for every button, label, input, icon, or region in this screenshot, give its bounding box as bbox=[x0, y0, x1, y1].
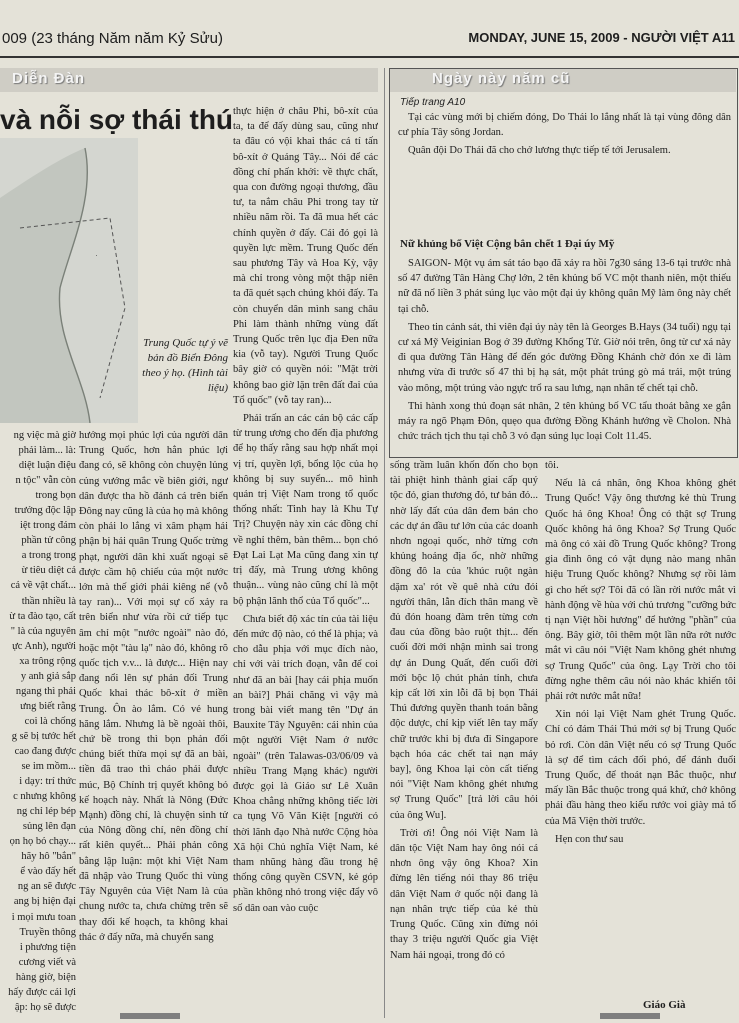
left-column-line: cương viết và bbox=[18, 956, 76, 968]
left-column-line: cả về vật chất... bbox=[10, 580, 76, 592]
col4-paragraph: Hẹn con thư sau bbox=[555, 833, 624, 845]
left-column-line: Truyền thông bbox=[19, 926, 76, 938]
left-column-line: phải làm... là: bbox=[18, 445, 76, 457]
col2-paragraph: Chưa biết độ xác tín của tài liệu đến mức độ nào, có thể là phịa; và cho dẫu phịa với mục đích nào, chỉ với vài trích đoạn, vẫn để coi như đã an bài [hay cái phịa muốn an bài?] Phải chăng vì vậy mà trong bài viết mang tên "Dự án Bauxite Tây Nguyên: cái nhìn của một người Việt Nam ở nước ngoài" (trên Talawas-03/06/09 và nhiều Trang Mạng khác) người được gọi là Giáo sư Lê Xuân Khoa chẳng những không tiếc lời ca tụng Võ Văn Kiệt [người có thời lãnh đạo Nhà nước Cộng hòa Xã hội Chủ nghĩa Việt Nam, kẻ tham nhũng hàng đầu trong hệ thống công quyền CSVN, kẻ góp phần không nhỏ trong việc đẩy vô số dân oan vào cuộc bbox=[233, 613, 378, 914]
column-4 bbox=[545, 458, 736, 996]
left-column-line: i mọi mưu toan bbox=[11, 911, 76, 923]
header-date-masthead: MONDAY, JUNE 15, 2009 - NGƯỜI VIỆT A11 bbox=[468, 30, 735, 45]
right-box-story bbox=[398, 256, 731, 452]
left-column-line: ực Anh), người bbox=[12, 640, 76, 652]
left-column-line: coi là chống bbox=[24, 715, 76, 727]
section-label-dien-dan: Diễn Đàn bbox=[12, 70, 86, 87]
col2-paragraph: Phải trấn an các cán bộ các cấp từ trung ương cho đến địa phương để họ thấy rằng sau hợp nhất mọi vị trí, quyền lợi, bổng lộc của họ không bị suy suyển... mô hình quản trị Việt Nam trong tổ quốc thống nhất: Tinh hay là Khu Tự Trị? Chuyện này xin các đồng chí về nghỉ thêm, bàn thêm... bọn chó Đạt Lai Lạt Ma cũng đang xin tự trị đấy, mà Trung ương không thuận... vùng nào cũng chỉ là một bộ phận lãnh thổ của Tổ quốc"... bbox=[233, 413, 378, 607]
left-column-line: trong bọn bbox=[35, 490, 76, 502]
left-column-line: ể vào đấy hết bbox=[20, 866, 76, 878]
col2-paragraph: thực hiện ở châu Phi, bô-xít của ta, ta để đấy dùng sau, cũng như ta đâu có vội khai thác cá tí tấn bô-xít ở Quảng Tây... Nói để các đồng chí phấn khởi: về thực chất, qua con đường ngoại thương, đầu tư, ta nắm châu Phi trong tay từ nhiều năm rồi. Ta đã mua hết các chính quyền ở đấy. Cái đó gọi là quyền lực mềm. Trung Quốc đến sau phương Tây và Hoa Kỳ, vậy mà chỉ trong vòng một thập niên ta đã quét sạch chúng khỏi đấy. Ta còn chuyển dân mình sang châu Phi làm thành những vùng đất Trung Quốc trên lục địa Đen nữa kia (vỗ tay). Người Trung Quốc bây giờ có quyền nói: "Mặt trời không bao giờ lặn trên đất đai của Tổ quốc" (vỗ tay ran)... bbox=[233, 106, 378, 406]
left-column-line: ưng biết rằng bbox=[20, 700, 76, 712]
left-column-line: diệt luận điệu bbox=[18, 460, 76, 472]
left-column-line: ừ tiêu diệt cả bbox=[21, 565, 76, 577]
left-column-line: " là của nguyên bbox=[10, 625, 76, 637]
left-column-line: ừ ta đào tạo, cất bbox=[9, 610, 76, 622]
left-column-line: hàng giờ, biện bbox=[15, 971, 76, 983]
left-column-line: trưởng độc lập bbox=[14, 505, 76, 517]
continued-note: Tiếp trang A10 bbox=[400, 97, 466, 108]
right-box-paragraph: Theo tin cảnh sát, thi viên đại úy này tên là Georges B.Hays (34 tuổi) ngụ tại cư xá Mỹ Veiginian Bog ở 39 đường Khổng Tử. Giờ nói trên, ông từ cư xá này đi qua đường Tân Hàng để đến góc đường Đồng Khánh chờ đón xe đi làm nhưng vừa đi trước số 47 thì bị hạ sát, một phát trúng gò má trái, một trúng vào mông, một trúng vào ngực trổ ra sau lưng, nạn nhân tế chết tại chỗ. bbox=[398, 321, 731, 394]
left-column-line: ng an sẽ được bbox=[17, 881, 76, 893]
col4-paragraph: Nếu là cá nhân, ông Khoa không ghét Trung Quốc! Vậy ông thương kẻ thù Trung Quốc hả ông Khoa! Ông có thật sợ Trung Quốc không hả ông Khoa? Sợ Trung Quốc mà ông có xài đồ Trung Quốc không? Trong gia đình ông có vật dụng nào mang nhãn hiệu Trung Quốc không? Nhưng sợ rồi làm gì cho hết sợ? Tôi đã có lần rời nước mắt vì hành động về hùa với chủ trương "cưỡng bức tị nạn Việt hồi hương" để hưởng "phần" của ông. Bây giờ, tôi thêm một lần nữa rớt nước mắt vì câu nói "Việt Nam không ghét nhưng sợ Trung Quốc" của ông. Lạy Trời cho tôi đừng nghe thêm câu nói nào khác khiến tôi phải rớt nước mắt nữa! bbox=[545, 478, 736, 703]
left-column-line: iệt trong đám bbox=[20, 520, 76, 532]
col3-paragraph: sống trầm luân khốn đốn cho bọn tài phiệt hình thành giai cấp quý tộc đỏ, gian thương đỏ, tư bản đỏ... nhờ lấy đất của dân đem bán cho các dự án đầu tư lớn của các doanh nhơn ngoại quốc, nhờ từng cơn khủng hoảng địa ốc, nhờ những đồng đô la của 'khúc ruột ngàn dặm xa' rót về quê nhà cứu đói người thân, lẫn đích thân mang về đủ đón hoang đàm trên từng cơn đau của đồng bào ruột thịt... đến cuối đời mới nhận mình sai trong dự án Dung Quất, đến cuối đời mới bộc lộ chút phản tỉnh, chưa kịp cất lời xin lỗi đã bị bọn Thái Thú đương quyền thanh toán bằng độc dược, chỉ kịp viết lên tay mấy chữ trước khi bị đưa đi Singapore bạch hóa các chết tai nạn máy bay], ông Khoa lại còn cất tiếng nói "Việt Nam không ghét nhưng sợ Trung Quốc" [trả lời câu hỏi của ông Wu]. bbox=[390, 460, 538, 821]
left-column-line: i dạy: trí thức bbox=[19, 776, 76, 788]
col4-paragraph: Xin nói lại Việt Nam ghét Trung Quốc. Chỉ có đám Thái Thú mới sợ bị Trung Quốc bỏ rơi. Còn dân Việt nếu có sợ Trung Quốc là sợ để tìm cách đối phó, để đánh đuổi Trung Quốc, để thoát nạn Bắc thuộc, như mấy lần Bắc thuộc trong quá khứ, chớ không phải đầu hàng theo kiểu rước voi giày mả tổ của Mã Viện thời trước. bbox=[545, 709, 736, 827]
right-box-paragraph: Thi hành xong thủ đoạn sát nhân, 2 tên khủng bố VC tẩu thoát bằng xe gắn máy ra ngõ Phạm Đôn, quẹo qua đường Đồng Khánh hướng về Cholon. Nhà chức trách tịch thu tại chỗ 3 vỏ đạn súng lục loại Colt 11.45. bbox=[398, 400, 731, 443]
col1-paragraph: hướng mọi phúc lợi của người dân Trung Quốc, hơn hẳn phúc lợi đang có, sẽ không còn chuyện lủng củng vướng mắc về biên giới, ngư dân được tha hồ đánh cá trên biển Đông nay cũng là của họ mà không còn phải lo lắng vì xâm phạm hải phận bị hải quân Trung Quốc trừng phạt, người dân khi xuất ngoại sẽ được cầm hộ chiếu của một nước lớn mà thế giới phải kiêng nể (vỗ tay ran)... Với mọi sự cố xảy ra trên biển như vừa rồi cứ tiếp tục âm chỉ một "nước ngoài" nào đó, hoặc một "tàu lạ" nào đó, không rõ quốc tịch v.v... là được... Hiện nay đang nổi lên sự phản đối Trung Quốc khai thác bô-xít ở miền Trung. Ôn ào lắm. Có vẻ hung hăng lắm. Nhưng là bề ngoài thôi, chứ bề trong thì bọn phản đối chúng biết thừa mọi sự đã an bài, tiền đã trao thì cháo phải được múc, Bộ Chính trị quyết không bỏ kế hoạch này. Nhất là Nông (Đức Mạnh) đồng chí, là chuyện sinh tử của Nông đồng chí, nên đồng chí rất kiên quyết... Phải phản công bằng lập luận: một khi Việt Nam đã nhập vào Trung Quốc thì vùng Tây Nguyên của Việt Nam là của chung nước ta, chưa chừng trên sẽ thay đổi kế hoạch, ta không khai thác ở đấy nữa, mà chuyển sang bbox=[79, 430, 228, 943]
article-title: và nỗi sợ thái thú bbox=[0, 104, 234, 135]
left-column-line: ng chỉ lép bép bbox=[16, 806, 76, 818]
left-column-line: c nhưng không bbox=[13, 791, 76, 803]
right-box-intro bbox=[398, 110, 731, 235]
col3-paragraph: Trời ơi! Ông nói Việt Nam là dân tộc Việt Nam hay ông nói cá nhơn ông vậy ông Khoa? Xin đừng lên tiếng nói thay 86 triệu dân Việt Nam ở quốc nội đang là nạn nhân trực tiếp của kẻ thù Trung Quốc. Cũng xin đừng nói thay 3 triệu người Quốc gia Việt Nam hải ngoại, trong đó có bbox=[390, 827, 538, 961]
left-column-line: a trong trong bbox=[21, 550, 76, 562]
right-box-paragraph: Quân đội Do Thái đã cho chở lương thực tiếp tế tới Jerusalem. bbox=[408, 145, 671, 157]
right-box-paragraph: Tại các vùng mới bị chiếm đóng, Do Thái lo lắng nhất là tại vùng đông dân cư phía Tây sông Jordan. bbox=[398, 112, 731, 139]
right-box-headline: Nữ khủng bố Việt Cộng bắn chết 1 Đại úy Mỹ bbox=[400, 238, 615, 250]
left-column-line: sủng lên đạn bbox=[22, 821, 76, 833]
left-column-line: cao đang được bbox=[14, 745, 76, 757]
column-1 bbox=[79, 428, 228, 1023]
left-column-line: ng việc mà giờ bbox=[13, 430, 76, 441]
left-column-line: ngang thì phải bbox=[15, 685, 76, 697]
bottom-rule bbox=[600, 1013, 660, 1019]
map-image bbox=[0, 138, 138, 423]
page-header bbox=[0, 0, 739, 58]
left-column-line: ang bị hiện đại bbox=[13, 896, 76, 908]
left-column-line: y anh giả sắp bbox=[20, 670, 76, 682]
right-box-paragraph: SAIGON- Một vụ ám sát táo bạo đã xảy ra hồi 7g30 sáng 13-6 tại trước nhà số 47 đường Tân Hàng Chợ lớn, 2 tên khủng bố VC một thanh niên, một thiếu nữ đã nổ liền 3 phát súng lục vào một đại úy không quân Mỹ làm ông này chết tại chỗ. bbox=[398, 258, 731, 315]
section-band-dien-dan bbox=[0, 68, 378, 92]
bottom-rule bbox=[120, 1013, 180, 1019]
left-column-line: ập: họ sẽ được bbox=[14, 1001, 76, 1013]
column-divider bbox=[384, 68, 385, 1018]
col4-paragraph: tôi. bbox=[545, 460, 559, 471]
left-column-line: phần tử công bbox=[21, 535, 76, 547]
column-3 bbox=[390, 458, 538, 1020]
header-date-lunar: 009 (23 tháng Năm năm Kỷ Sửu) bbox=[2, 30, 223, 47]
left-column-line: hãy hô "bắn" bbox=[21, 851, 76, 863]
map-caption: Trung Quốc tự ý vẽ bản đồ Biển Đông theo ý họ. (Hình tài liệu) bbox=[142, 337, 228, 394]
left-column-line: g sẽ bị tước hết bbox=[11, 730, 76, 742]
column-left-cropped bbox=[0, 428, 76, 1018]
left-column-line: se im mồm... bbox=[21, 761, 76, 773]
left-column-line: xa trông rộng bbox=[19, 655, 76, 667]
column-2 bbox=[233, 104, 378, 1020]
left-column-line: ọn họ bỏ chạy... bbox=[9, 836, 76, 848]
left-column-line: i phương tiện bbox=[19, 941, 76, 953]
svg-text:·: · bbox=[95, 250, 98, 260]
map-illustration bbox=[0, 138, 138, 423]
left-column-line: hấy được cái lợi bbox=[8, 986, 76, 998]
author-signature: Giáo Già bbox=[643, 999, 686, 1011]
left-column-line: n tộc" vẫn còn bbox=[15, 475, 76, 487]
left-column-line: thần nhiều là bbox=[21, 595, 76, 607]
section-label-ngay-nay-nam-cu: Ngày này năm cũ bbox=[432, 70, 571, 87]
